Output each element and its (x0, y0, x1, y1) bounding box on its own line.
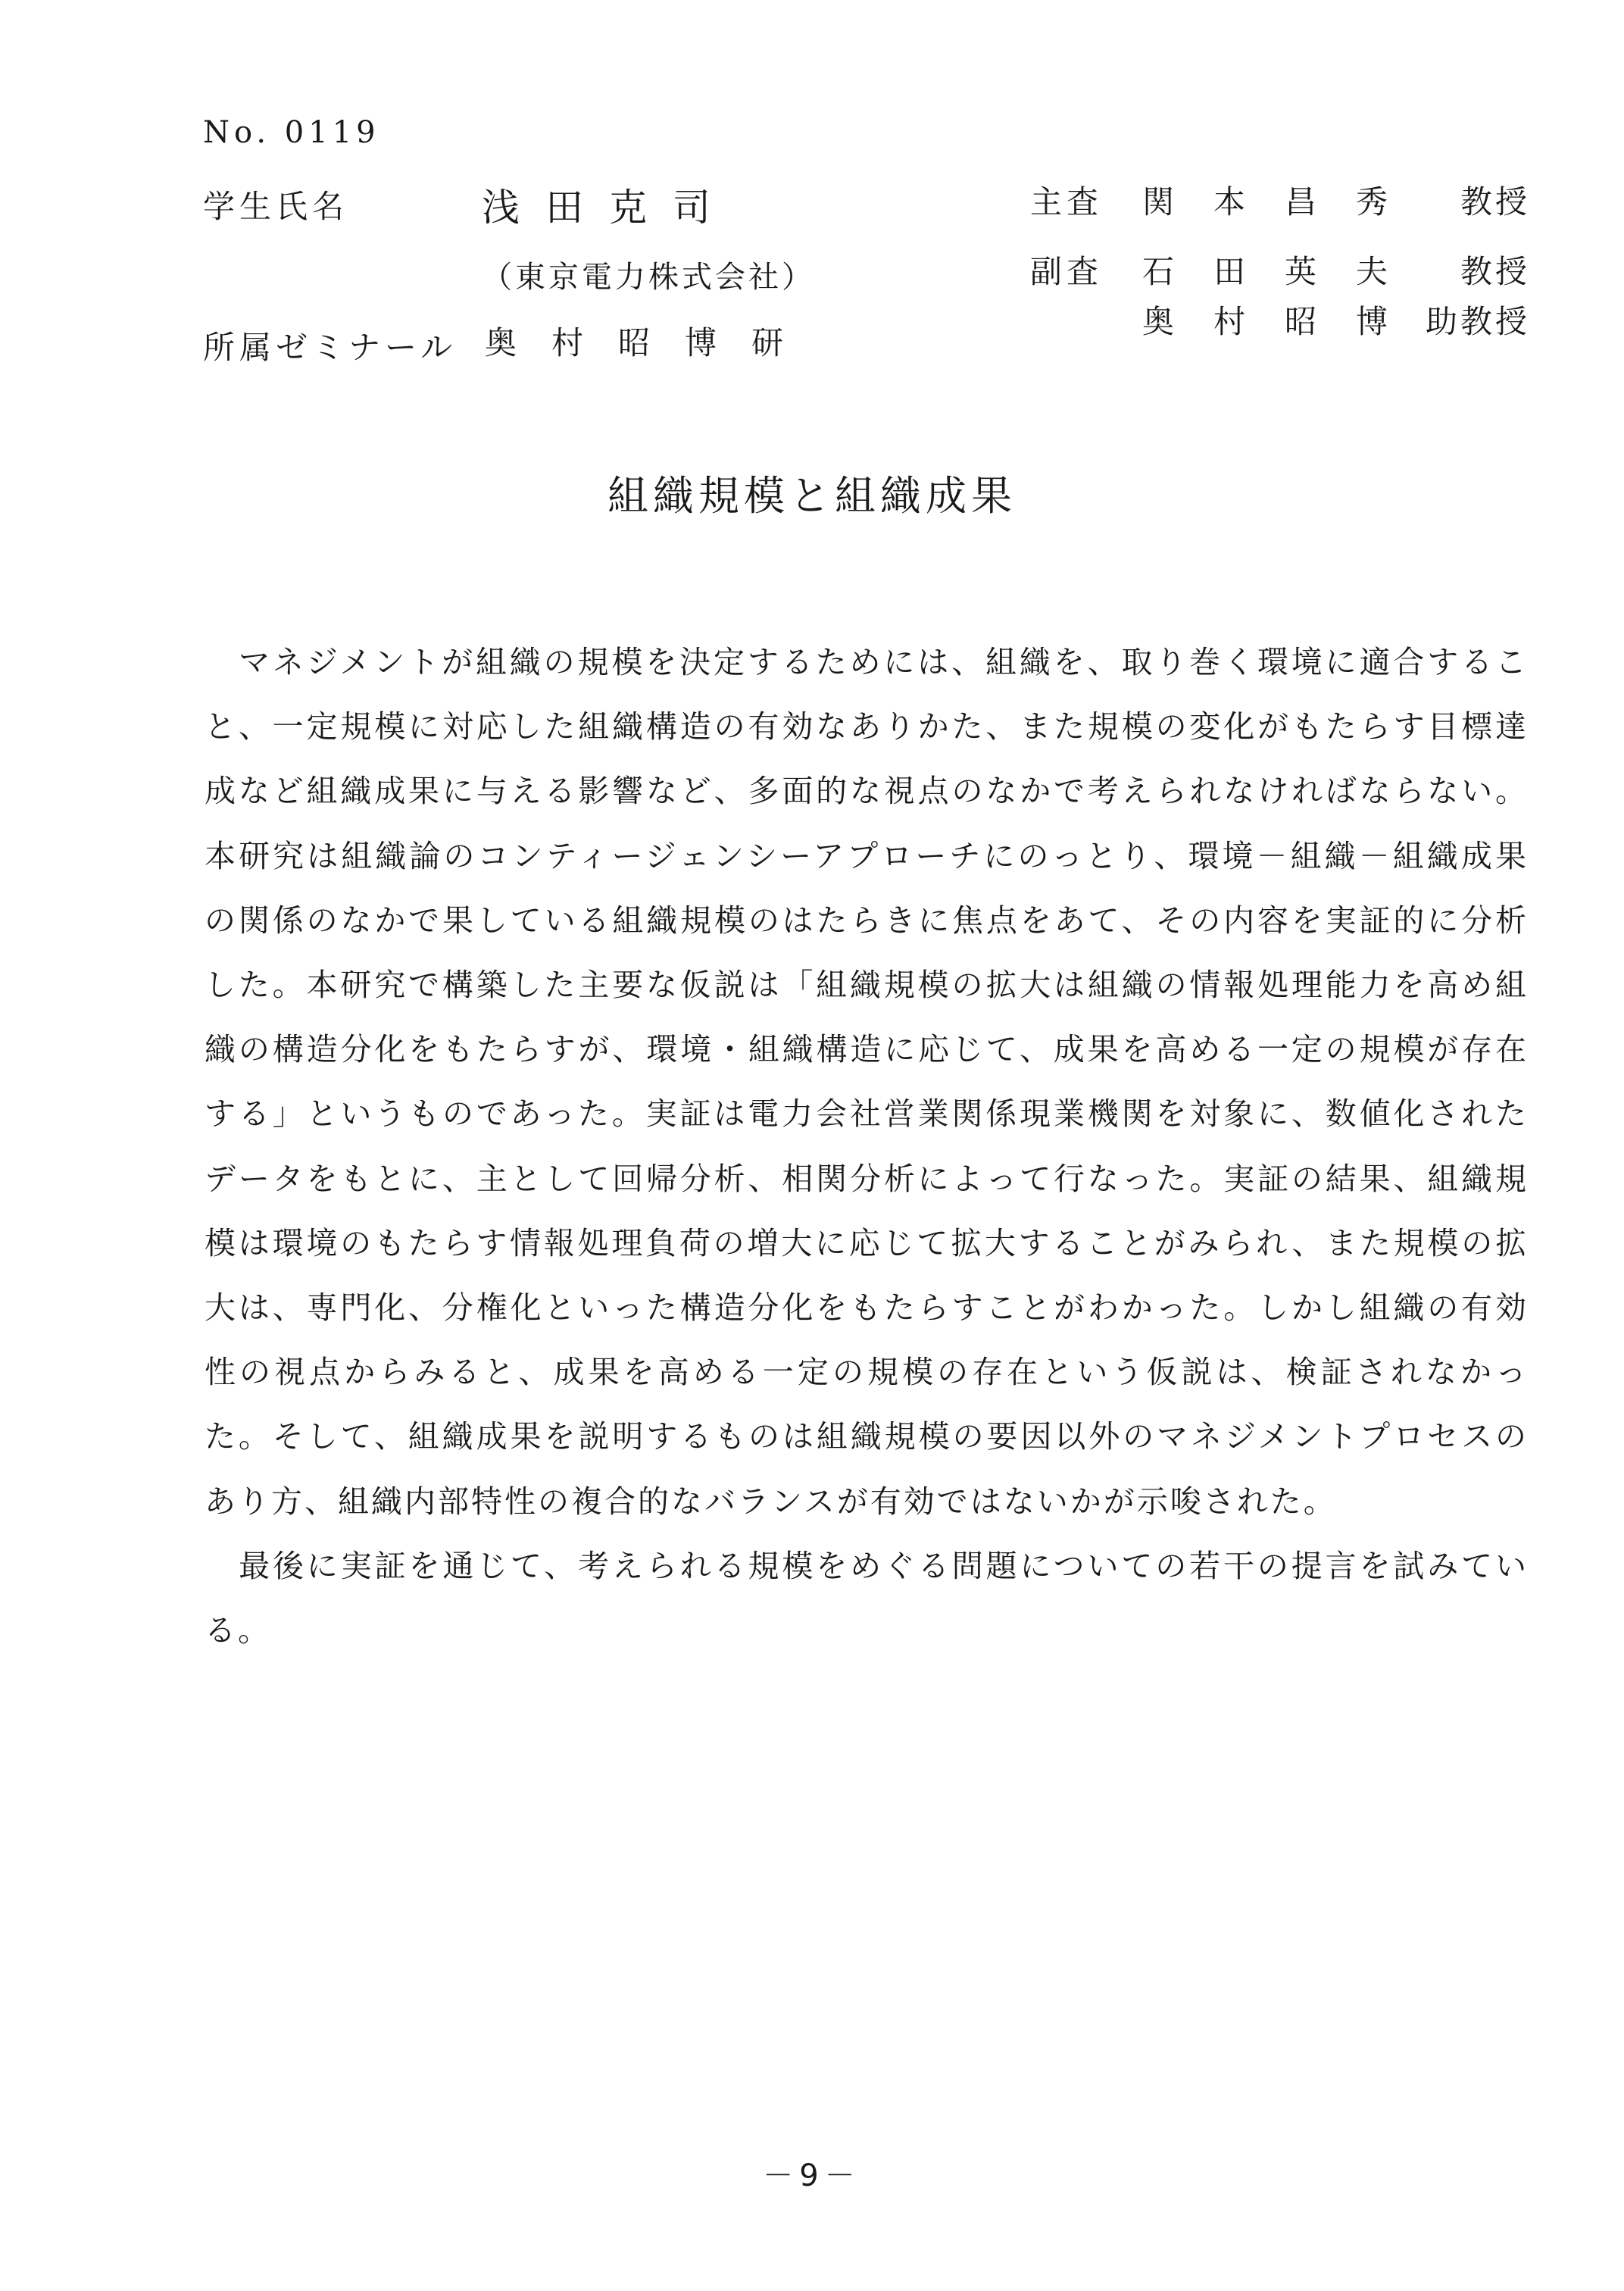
seminar-name: 奥村昭博研 (485, 324, 819, 361)
examiner-name: 奥村昭博 (1142, 303, 1428, 340)
document-number: No. 0119 (203, 115, 380, 150)
examiner-name: 石田英夫 (1142, 253, 1428, 290)
examiner-title: 教授 (1460, 183, 1530, 220)
examiner-role: 主査 (1030, 183, 1104, 220)
abstract-paragraph: マネジメントが組織の規模を決定するためには、組織を、取り巻く環境に適合すること、一定規模に対応した組織構造の有効なありかた、また規模の変化がもたらす目標達成など組織成果に与える影響など、多面的な視点のなかで考えられなければならない。本研究は組織論のコンティージェンシーアプローチにのっとり、環境－組織－組織成果の関係のなかで果している組織規模のはたらきに焦点をあて、その内容を実証的に分析した。本研究で構築した主要な仮説は「組織規模の拡大は組織の情報処理能力を高め組織の構造分化をもたらすが、環境・組織構造に応じて、成果を高める一定の規模が存在する」というものであった。実証は電力会社営業関係現業機関を対象に、数値化されたデータをもとに、主として回帰分析、相関分析によって行なった。実証の結果、組織規模は環境のもたらす情報処理負荷の増大に応じて拡大することがみられ、また規模の拡大は、専門化、分権化といった構造分化をもたらすことがわかった。しかし組織の有効性の視点からみると、成果を高める一定の規模の存在という仮説は、検証されなかった。そして、組織成果を説明するものは組織規模の要因以外のマネジメントプロセスのあり方、組織内部特性の複合的なバランスが有効ではないかが示唆された。 (205, 644, 1529, 1520)
page-number: －9－ (763, 2158, 861, 2193)
examiner-name: 関本昌秀 (1142, 183, 1428, 220)
examiner-row (1030, 177, 1530, 220)
examiner-title: 教授 (1460, 253, 1530, 290)
abstract-paragraph: 最後に実証を通じて、考えられる規模をめぐる問題についての若干の提言を試みている。 (205, 1547, 1529, 1649)
seminar-label: 所属ゼミナール (203, 329, 458, 366)
examiner-row (1030, 247, 1530, 289)
examiner-role: 副査 (1030, 253, 1104, 290)
examiner-title: 助教授 (1425, 303, 1530, 340)
abstract-body (205, 630, 1529, 1663)
student-company: （東京電力株式会社） (482, 260, 815, 295)
student-name-label: 学生氏名 (203, 188, 349, 225)
student-name: 浅田克司 (482, 186, 736, 230)
examiner-row (1030, 297, 1530, 339)
thesis-title: 組織規模と組織成果 (607, 472, 1017, 520)
